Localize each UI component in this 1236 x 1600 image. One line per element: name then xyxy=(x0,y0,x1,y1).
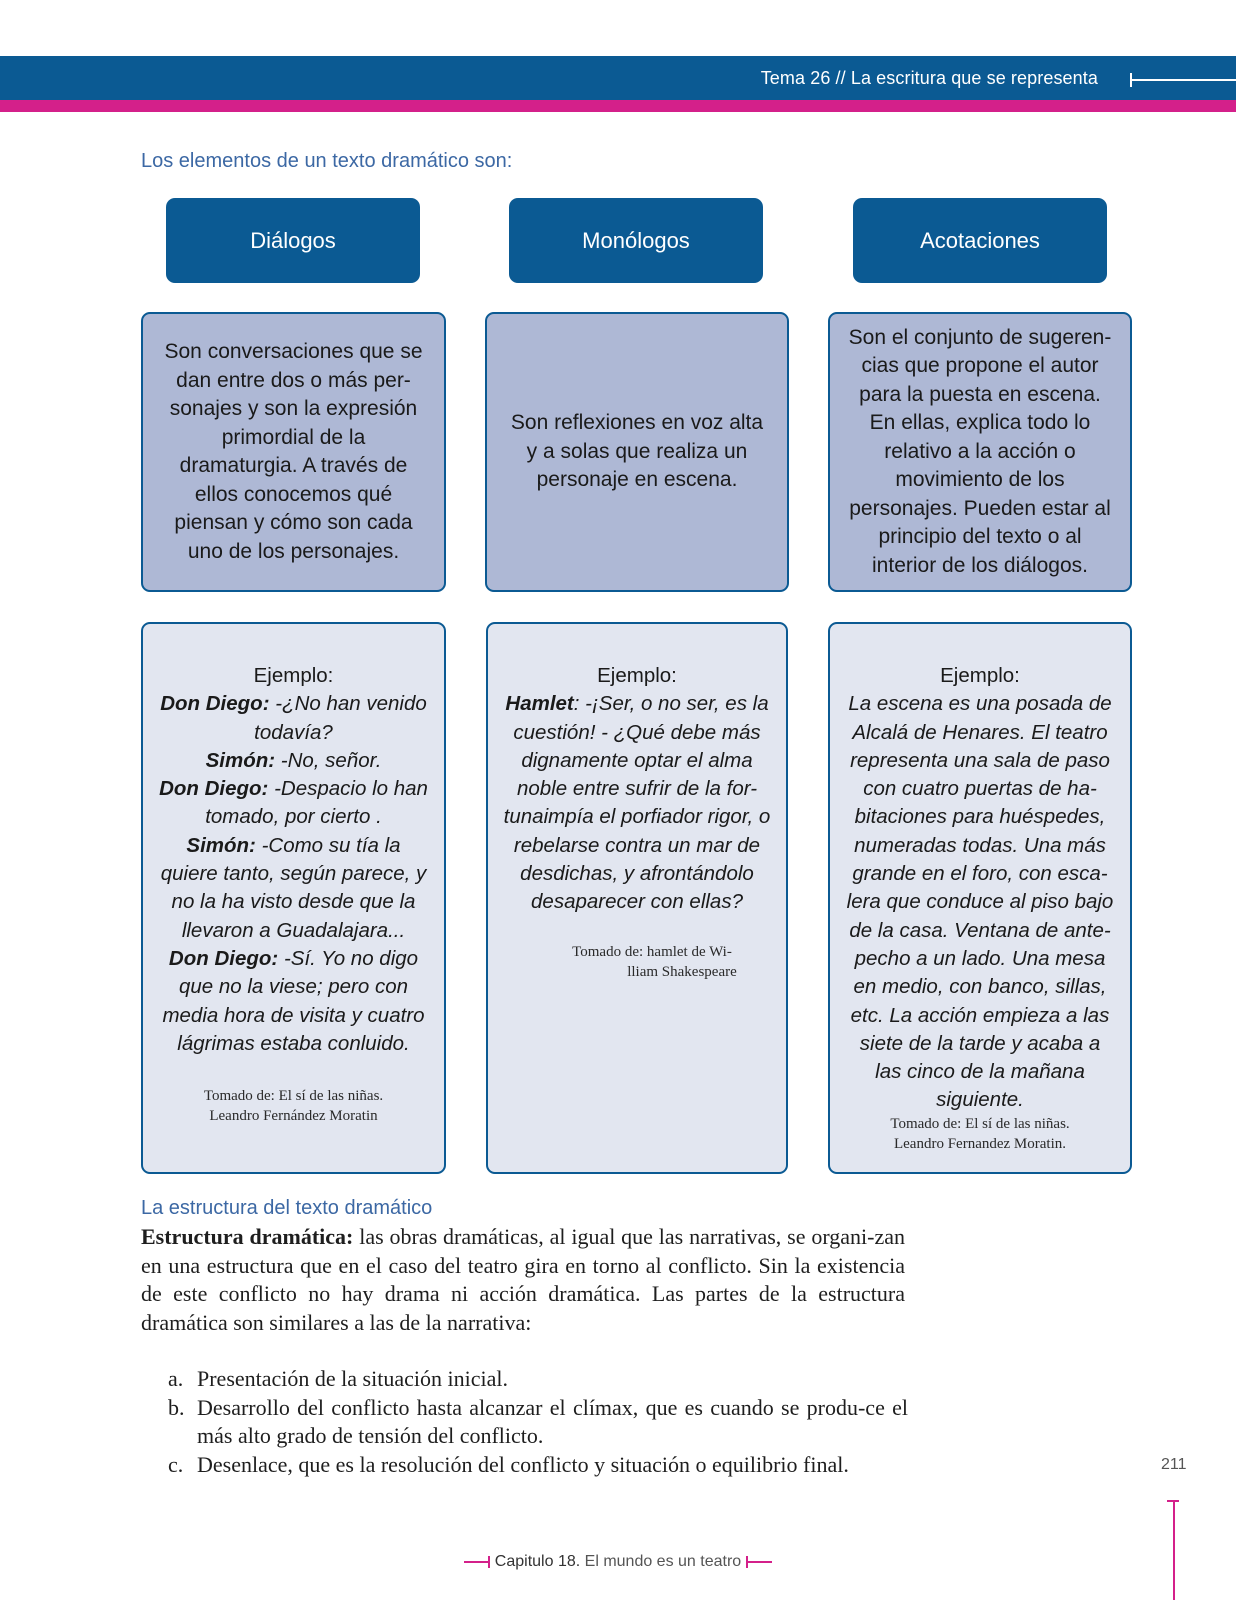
speaker-name: Simón: xyxy=(205,748,276,772)
term-box-monologos: Monólogos xyxy=(509,198,763,283)
source-line: Tomado de: El sí de las niñas. xyxy=(890,1116,1070,1132)
dialogue-text: -Sí. Yo no digo que no la viese; pero con media hora de visita y cuatro lágrimas estaba conluido. xyxy=(162,946,425,1055)
source-citation xyxy=(173,1086,414,1126)
definition-text: Son el conjunto de sugeren-cias que propone el autor para la puesta en escena. En ellas, explica todo lo relativo a la acción o movimiento de los personajes. Pueden estar al principio del texto o al interior de los diálogos. xyxy=(848,325,1112,577)
source-line: Tomado de: hamlet de Wi- xyxy=(572,944,732,960)
chapter-footer xyxy=(0,1553,1236,1571)
stage-direction-text: La escena es una posada de Alcalá de Henares. El teatro representa una sala de paso con cuatro puertas de ha-bitaciones para huéspedes, numeradas todas. Una más grande en el foro, con esca-lera que conduce al piso bajo de la casa. Ventana de ante-pecho a un lado. Una mesa en medio, con banco, sillas, etc. La acción empieza a las siete de la tarde y acaba a las cinco de la mañana siguiente. xyxy=(846,692,1114,1112)
list-marker: c. xyxy=(168,1451,184,1477)
dialogue-line xyxy=(157,747,430,775)
definition-box-acotaciones xyxy=(828,312,1132,592)
example-text xyxy=(844,662,1116,1115)
list-item-text: Desenlace, que es la resolución del conflicto y situación o equilibrio final. xyxy=(197,1451,849,1477)
stage-direction xyxy=(844,690,1116,1114)
structure-list xyxy=(168,1365,908,1479)
term-box-acotaciones: Acotaciones xyxy=(853,198,1107,283)
example-box-acotaciones xyxy=(828,622,1132,1174)
example-text xyxy=(157,662,430,1058)
page-number: 211 xyxy=(1161,1456,1187,1473)
example-label: Ejemplo: xyxy=(597,664,677,687)
elements-heading: Los elementos de un texto dramático son: xyxy=(141,150,513,172)
list-marker: a. xyxy=(168,1366,184,1391)
source-citation xyxy=(860,1114,1100,1154)
list-item xyxy=(168,1394,908,1451)
dialogue-text: -¿No han venido todavía? xyxy=(254,692,427,744)
list-item-text: Desarrollo del conflicto hasta alcanzar el clímax, que es cuando se produ-ce el más alto grado de tensión del conflicto. xyxy=(197,1394,908,1448)
definition-text: Son reflexiones en voz alta y a solas que realiza un personaje en escena. xyxy=(510,411,764,492)
list-marker: b. xyxy=(168,1394,185,1420)
list-item xyxy=(168,1451,908,1480)
source-line: Leandro Fernández Moratin xyxy=(209,1108,378,1124)
dialogue-line xyxy=(157,690,430,747)
footer-chapter-title: El mundo es un teatro xyxy=(584,1553,742,1570)
footer-rule-left xyxy=(464,1561,490,1563)
definition-text: Son conversaciones que se dan entre dos o más per-sonajes y son la expresión primordial de la dramaturgia. A través de ellos conocemos qué piensan y cómo son cada uno de los personajes. xyxy=(164,340,423,563)
structure-heading: La estructura del texto dramático xyxy=(141,1197,433,1219)
header-accent-stripe xyxy=(0,100,1236,112)
example-box-dialogos xyxy=(141,622,446,1174)
definition-box-dialogos xyxy=(141,312,446,592)
speaker-name: Don Diego: xyxy=(159,777,269,801)
footer-chapter xyxy=(495,1553,741,1571)
footer-chapter-label: Capitulo 18. xyxy=(494,1553,581,1570)
list-item xyxy=(168,1365,908,1394)
definition-box-monologos xyxy=(485,312,789,592)
dialogue-line xyxy=(157,775,430,832)
speaker-name: Don Diego: xyxy=(160,692,270,716)
dialogue-line xyxy=(157,945,430,1058)
example-text xyxy=(498,662,776,917)
structure-paragraph xyxy=(141,1223,905,1337)
speaker-name: Simón: xyxy=(186,833,256,857)
term-box-dialogos: Diálogos xyxy=(166,198,420,283)
speaker-name: Hamlet xyxy=(505,692,574,716)
example-label: Ejemplo: xyxy=(940,664,1020,687)
dialogue-text: -Como su tía la quiere tanto, según parece, y no la ha visto desde que la llevaron a Guadalajara... xyxy=(160,833,427,942)
speaker-name: Don Diego: xyxy=(168,946,279,970)
running-header-title: Tema 26 // La escritura que se representa xyxy=(760,68,1098,88)
source-line: lliam Shakespeare xyxy=(627,964,737,980)
side-rule xyxy=(1173,1500,1175,1600)
list-item-text: Presentación de la situación inicial. xyxy=(197,1366,508,1391)
example-label: Ejemplo: xyxy=(253,664,334,687)
dialogue-line xyxy=(498,690,776,916)
structure-bold-lead: Estructura dramática: xyxy=(141,1224,354,1249)
dialogue-text: -Despacio lo han tomado, por cierto . xyxy=(205,777,428,829)
example-box-monologos xyxy=(486,622,788,1174)
dialogue-line xyxy=(157,832,430,945)
source-line: Tomado de: El sí de las niñas. xyxy=(203,1088,384,1104)
dialogue-text: -No, señor. xyxy=(275,748,382,772)
structure-paragraph-text: las obras dramáticas, al igual que las narrativas, se organi-zan en una estructura que en el caso del teatro gira en torno al conflicto. Sin la existencia de este conflicto no hay drama ni acción dramática. Las partes de la estructura dramática son similares a las de la narrativa: xyxy=(141,1224,905,1335)
source-line: Leandro Fernandez Moratin. xyxy=(893,1136,1067,1152)
source-citation xyxy=(548,942,756,982)
dialogue-text: : -¡Ser, o no ser, es la cuestión! - ¿Qué debe más dignamente optar el alma noble entre sufrir de la for-tunaimpía el porfiador rigor, o rebelarse contra un mar de desdichas, y afrontándolo desaparecer con ellas? xyxy=(503,692,771,914)
header-rule xyxy=(1130,79,1236,81)
footer-rule-right xyxy=(746,1561,772,1563)
